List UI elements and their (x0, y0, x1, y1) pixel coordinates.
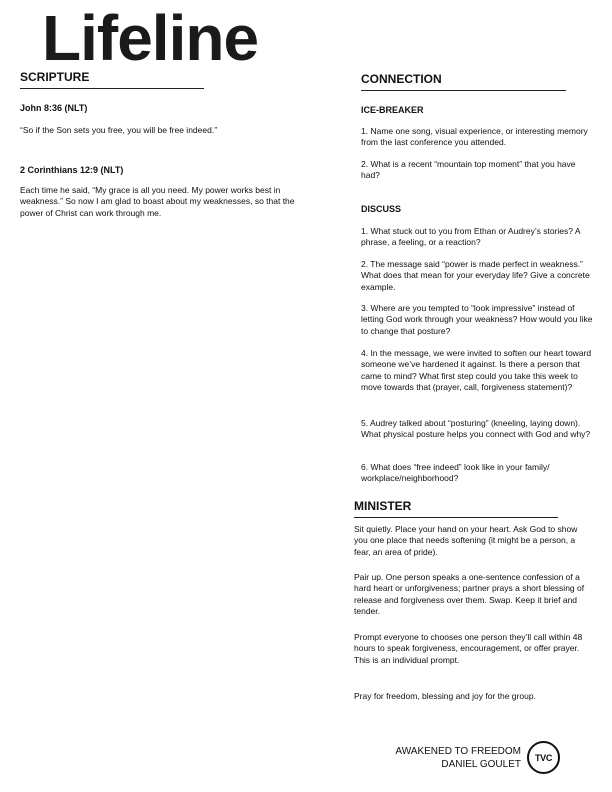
footer-credit (330, 745, 521, 771)
scripture-text-2: Each time he said, “My grace is all you need. My power works best in weakness.” So now I am glad to boast about my weaknesses, so that the power of Christ can work through me. (20, 185, 295, 218)
discuss-item: 2. The message said “power is made perfect in weakness.” What does that mean for your everyday life? Give a concrete example. (361, 259, 590, 292)
icebreaker-item: 2. What is a recent “mountain top moment” that you have had? (361, 159, 576, 181)
scripture-ref-1: John 8:36 (NLT) (20, 103, 88, 113)
discuss-item: 1. What stuck out to you from Ethan or Audrey’s stories? A phrase, a feeling, or a reaction? (361, 226, 581, 248)
tvc-logo-icon (527, 741, 560, 774)
logo-text: TVC (534, 752, 553, 763)
speaker-name: DANIEL GOULET (441, 759, 521, 770)
scripture-text-1: “So if the Son sets you free, you will be free indeed.” (20, 125, 218, 135)
minister-paragraph: Pair up. One person speaks a one-sentence confession of a hard heart or unforgiveness; partner prays a short blessing of release and forgiveness over them. Swap. Keep it brief and tender. (354, 572, 585, 616)
discuss-item: 5. Audrey talked about “posturing” (kneeling, laying down). What physical posture helps you connect with God and why? (361, 418, 591, 440)
page-title: Lifeline (42, 2, 259, 74)
discuss-item: 6. What does “free indeed” look like in your family/ workplace/neighborhood? (361, 462, 550, 484)
scripture-ref-2: 2 Corinthians 12:9 (NLT) (20, 165, 124, 175)
series-title: AWAKENED TO FREEDOM (395, 746, 521, 757)
minister-paragraph: Pray for freedom, blessing and joy for the group. (354, 691, 536, 701)
minister-paragraph: Sit quietly. Place your hand on your heart. Ask God to show you one place that needs softening (it might be a person, a fear, an area of pride). (354, 524, 578, 557)
discuss-heading: DISCUSS (361, 204, 402, 214)
icebreaker-heading: ICE-BREAKER (361, 105, 424, 115)
minister-paragraph: Prompt everyone to chooses one person they’ll call within 48 hours to speak forgiveness, encouragement, or offer prayer. This is an individual prompt. (354, 632, 583, 665)
scripture-heading: SCRIPTURE (20, 70, 204, 89)
minister-heading: MINISTER (354, 499, 558, 518)
connection-heading: CONNECTION (361, 72, 566, 91)
icebreaker-item: 1. Name one song, visual experience, or interesting memory from the last conference you attended. (361, 126, 588, 148)
discuss-item: 4. In the message, we were invited to soften our heart toward someone we’ve hardened it against. Is there a person that came to mind? What first step could you take this week to move towards that (prayer, call, forgiveness statement)? (361, 348, 592, 392)
discuss-item: 3. Where are you tempted to “look impressive” instead of letting God work through your weakness? How would you like to change that posture? (361, 303, 593, 336)
